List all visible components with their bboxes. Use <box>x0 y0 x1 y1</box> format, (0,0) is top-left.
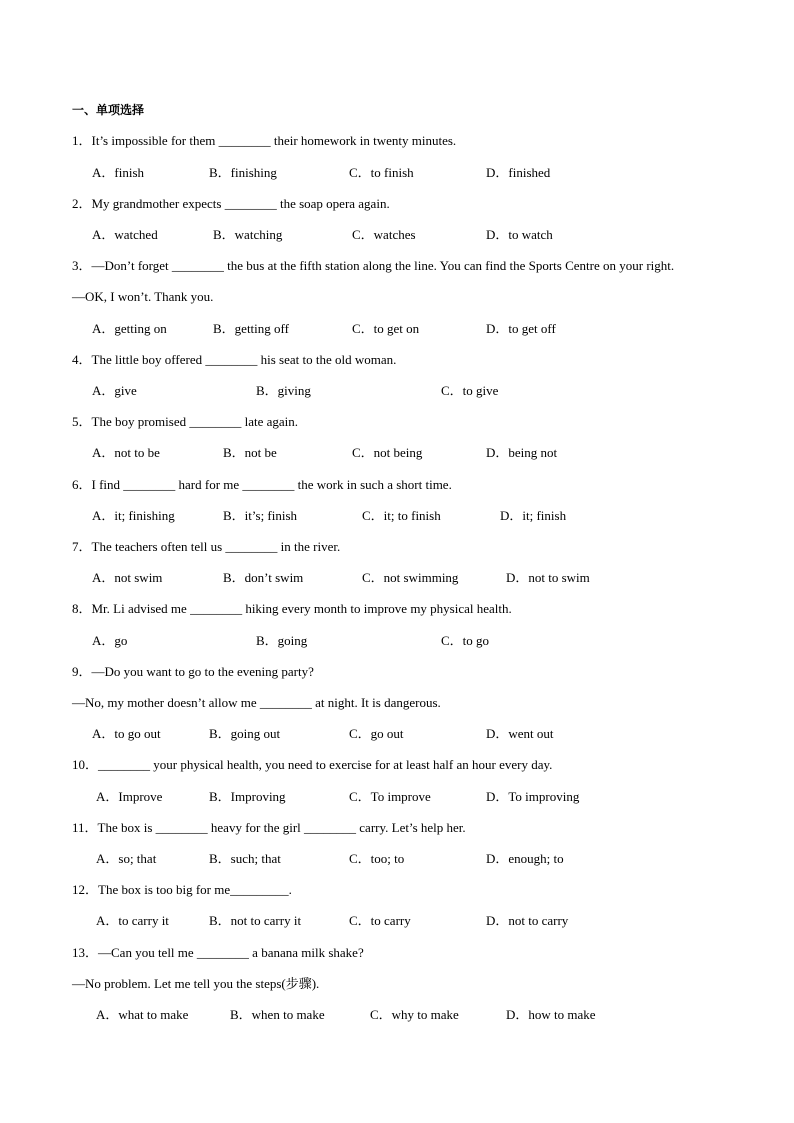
answer-option[interactable]: B．don’t swim <box>223 570 304 585</box>
dialogue-line: —OK, I won’t. Thank you. <box>72 289 214 304</box>
answer-option[interactable]: B．going out <box>209 726 281 741</box>
answer-option[interactable]: D．went out <box>486 726 554 741</box>
answer-option[interactable]: A．to carry it <box>96 913 169 928</box>
answer-option[interactable]: A．what to make <box>96 1007 189 1022</box>
question-stem: 11．The box is ________ heavy for the girl ________ carry. Let’s help her. <box>72 820 466 835</box>
answer-option[interactable]: B．when to make <box>230 1007 325 1022</box>
question-stem: 3．—Don’t forget ________ the bus at the fifth station along the line. You can find the Sports Centre on your right. <box>72 258 675 273</box>
answer-option[interactable]: D．enough; to <box>486 851 564 866</box>
answer-option[interactable]: C．why to make <box>370 1007 459 1022</box>
answer-option[interactable]: D．not to swim <box>506 570 590 585</box>
question-stem: 5．The boy promised ________ late again. <box>72 414 299 429</box>
question-stem: 6．I find ________ hard for me ________ the work in such a short time. <box>72 477 452 492</box>
dialogue-line: —No problem. Let me tell you the steps(步骤). <box>72 976 320 991</box>
answer-option[interactable]: D．how to make <box>506 1007 596 1022</box>
answer-option[interactable]: A．give <box>92 383 137 398</box>
answer-option[interactable]: D．it; finish <box>500 508 567 523</box>
answer-option[interactable]: B．not to carry it <box>209 913 302 928</box>
question-stem: 8．Mr. Li advised me ________ hiking every month to improve my physical health. <box>72 601 512 616</box>
question-stem: 10．________ your physical health, you need to exercise for at least half an hour every day. <box>72 757 553 772</box>
answer-option[interactable]: C．to get on <box>352 321 420 336</box>
answer-option[interactable]: A．finish <box>92 165 145 180</box>
answer-option[interactable]: A．getting on <box>92 321 167 336</box>
question-stem: 12．The box is too big for me_________. <box>72 882 292 897</box>
answer-option[interactable]: A．it; finishing <box>92 508 175 523</box>
answer-option[interactable]: D．To improving <box>486 789 580 804</box>
answer-option[interactable]: C．not swimming <box>362 570 459 585</box>
answer-option[interactable]: A．so; that <box>96 851 157 866</box>
answer-option[interactable]: C．it; to finish <box>362 508 441 523</box>
section-title: 一、单项选择 <box>72 103 145 117</box>
answer-option[interactable]: B．finishing <box>209 165 277 180</box>
question-stem: 13．—Can you tell me ________ a banana milk shake? <box>72 945 364 960</box>
answer-option[interactable]: B．such; that <box>209 851 281 866</box>
answer-option[interactable]: C．too; to <box>349 851 405 866</box>
question-stem: 7．The teachers often tell us ________ in the river. <box>72 539 341 554</box>
answer-option[interactable]: D．not to carry <box>486 913 569 928</box>
dialogue-line: —No, my mother doesn’t allow me ________ at night. It is dangerous. <box>72 695 441 710</box>
question-stem: 4．The little boy offered ________ his seat to the old woman. <box>72 352 397 367</box>
question-stem: 2．My grandmother expects ________ the soap opera again. <box>72 196 390 211</box>
answer-option[interactable]: B．Improving <box>209 789 286 804</box>
question-stem: 9．—Do you want to go to the evening party? <box>72 664 314 679</box>
answer-option[interactable]: C．to go <box>441 633 490 648</box>
question-stem: 1．It’s impossible for them ________ their homework in twenty minutes. <box>72 133 457 148</box>
answer-option[interactable]: A．not swim <box>92 570 163 585</box>
answer-option[interactable]: B．going <box>256 633 308 648</box>
answer-option[interactable]: C．to carry <box>349 913 411 928</box>
answer-option[interactable]: D．being not <box>486 445 558 460</box>
answer-option[interactable]: A．watched <box>92 227 158 242</box>
answer-option[interactable]: D．to watch <box>486 227 553 242</box>
answer-option[interactable]: A．to go out <box>92 726 161 741</box>
answer-option[interactable]: C．To improve <box>349 789 431 804</box>
answer-option[interactable]: B．it’s; finish <box>223 508 298 523</box>
answer-option[interactable]: C．watches <box>352 227 416 242</box>
answer-option[interactable]: D．finished <box>486 165 551 180</box>
answer-option[interactable]: B．getting off <box>213 321 289 336</box>
answer-option[interactable]: C．to give <box>441 383 499 398</box>
answer-option[interactable]: C．to finish <box>349 165 414 180</box>
answer-option[interactable]: C．not being <box>352 445 423 460</box>
answer-option[interactable]: A．not to be <box>92 445 160 460</box>
answer-option[interactable]: B．watching <box>213 227 283 242</box>
answer-option[interactable]: B．not be <box>223 445 277 460</box>
answer-option[interactable]: D．to get off <box>486 321 556 336</box>
answer-option[interactable]: C．go out <box>349 726 404 741</box>
answer-option[interactable]: B．giving <box>256 383 311 398</box>
answer-option[interactable]: A．Improve <box>96 789 163 804</box>
answer-option[interactable]: A．go <box>92 633 128 648</box>
